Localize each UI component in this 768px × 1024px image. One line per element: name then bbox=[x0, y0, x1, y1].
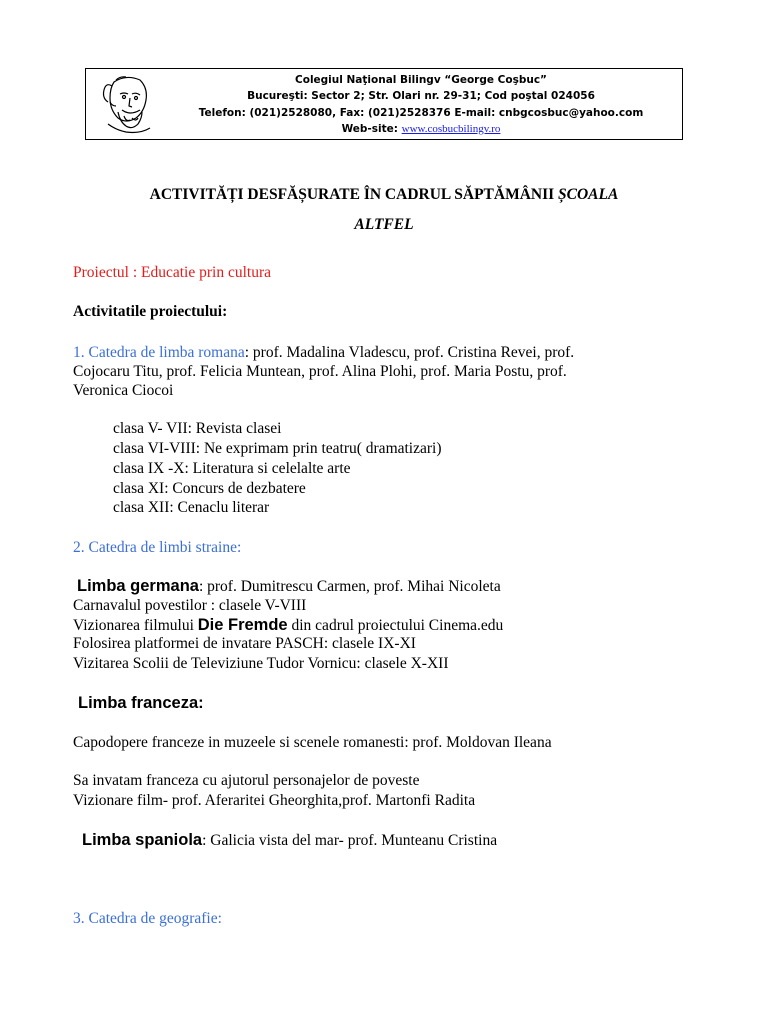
french-heading bbox=[73, 694, 204, 713]
school-address: Bucureşti: Sector 2; Str. Olari nr. 29-31; Cod poştal 024056 bbox=[247, 90, 595, 103]
title-line2: ALTFEL bbox=[354, 216, 414, 233]
website-link[interactable]: www.cosbucbilingv.ro bbox=[401, 122, 501, 135]
film-title: Die Fremde bbox=[197, 616, 288, 634]
activities-heading: Activitatile proiectului: bbox=[73, 303, 228, 320]
german-item1: Carnavalul povestilor : clasele V-VIII bbox=[73, 597, 307, 614]
french-item3: Vizionare film- prof. Aferaritei Gheorghita,prof. Martonfi Radita bbox=[73, 792, 476, 809]
german-item2 bbox=[73, 616, 503, 635]
website-label: Web-site: bbox=[341, 122, 398, 135]
french-item1: Capodopere franceze in muzeele si scenele romanesti: prof. Moldovan Ileana bbox=[73, 734, 552, 751]
class-item: clasa XII: Cenaclu literar bbox=[113, 499, 270, 516]
french-item2: Sa invatam franceza cu ajutorul personajelor de poveste bbox=[73, 772, 420, 789]
german-line bbox=[73, 577, 501, 596]
letterhead-text bbox=[166, 72, 676, 137]
spanish-line bbox=[73, 831, 497, 850]
german-teachers: : prof. Dumitrescu Carmen, prof. Mihai Nicoleta bbox=[198, 578, 501, 595]
project-name: Proiectul : Educatie prin cultura bbox=[73, 264, 271, 281]
german-item3: Folosirea platformei de invatare PASCH: clasele IX-XI bbox=[73, 635, 416, 652]
section1-heading: 1. Catedra de limba romana bbox=[73, 344, 245, 361]
section3-heading: 3. Catedra de geografie: bbox=[73, 910, 222, 927]
section1-line1 bbox=[73, 344, 574, 362]
section2-heading: 2. Catedra de limbi straine: bbox=[73, 539, 242, 556]
school-website bbox=[166, 121, 676, 137]
document-title-line2 bbox=[0, 216, 768, 234]
class-item: clasa IX -X: Literatura si celelalte arte bbox=[113, 460, 351, 477]
school-letterhead bbox=[85, 68, 683, 140]
german-label: Limba germana bbox=[77, 577, 199, 595]
section1-teachers1: : prof. Madalina Vladescu, prof. Cristina Revei, prof. bbox=[244, 344, 575, 361]
spanish-text: : Galicia vista del mar- prof. Munteanu Cristina bbox=[202, 832, 498, 849]
class-item: clasa XI: Concurs de dezbatere bbox=[113, 480, 306, 497]
section1-teachers3: Veronica Ciocoi bbox=[73, 382, 174, 399]
class-item: clasa V- VII: Revista clasei bbox=[113, 420, 282, 437]
german-item2-pre: Vizionarea filmului bbox=[73, 617, 198, 634]
document-title-line1 bbox=[0, 186, 768, 204]
title-part1: ACTIVITĂȚI DESFĂȘURATE ÎN CADRUL SĂPTĂMÂNII bbox=[149, 186, 559, 203]
german-item2-post: din cadrul proiectului Cinema.edu bbox=[287, 617, 504, 634]
george-cosbuc-portrait-icon bbox=[96, 72, 156, 136]
german-item4: Vizitarea Scolii de Televiziune Tudor Vornicu: clasele X-XII bbox=[73, 655, 449, 672]
school-name: Colegiul Naţional Bilingv “George Coşbuc” bbox=[295, 74, 547, 86]
school-contact: Telefon: (021)2528080, Fax: (021)2528376 E-mail: cnbgcosbuc@yahoo.com bbox=[198, 106, 644, 119]
french-label: Limba franceza: bbox=[78, 694, 204, 712]
title-italic: ȘCOALA bbox=[558, 186, 619, 203]
class-item: clasa VI-VIII: Ne exprimam prin teatru( dramatizari) bbox=[113, 440, 442, 457]
spanish-label: Limba spaniola bbox=[82, 831, 203, 849]
section1-teachers2: Cojocaru Titu, prof. Felicia Muntean, prof. Alina Plohi, prof. Maria Postu, prof. bbox=[73, 363, 567, 380]
